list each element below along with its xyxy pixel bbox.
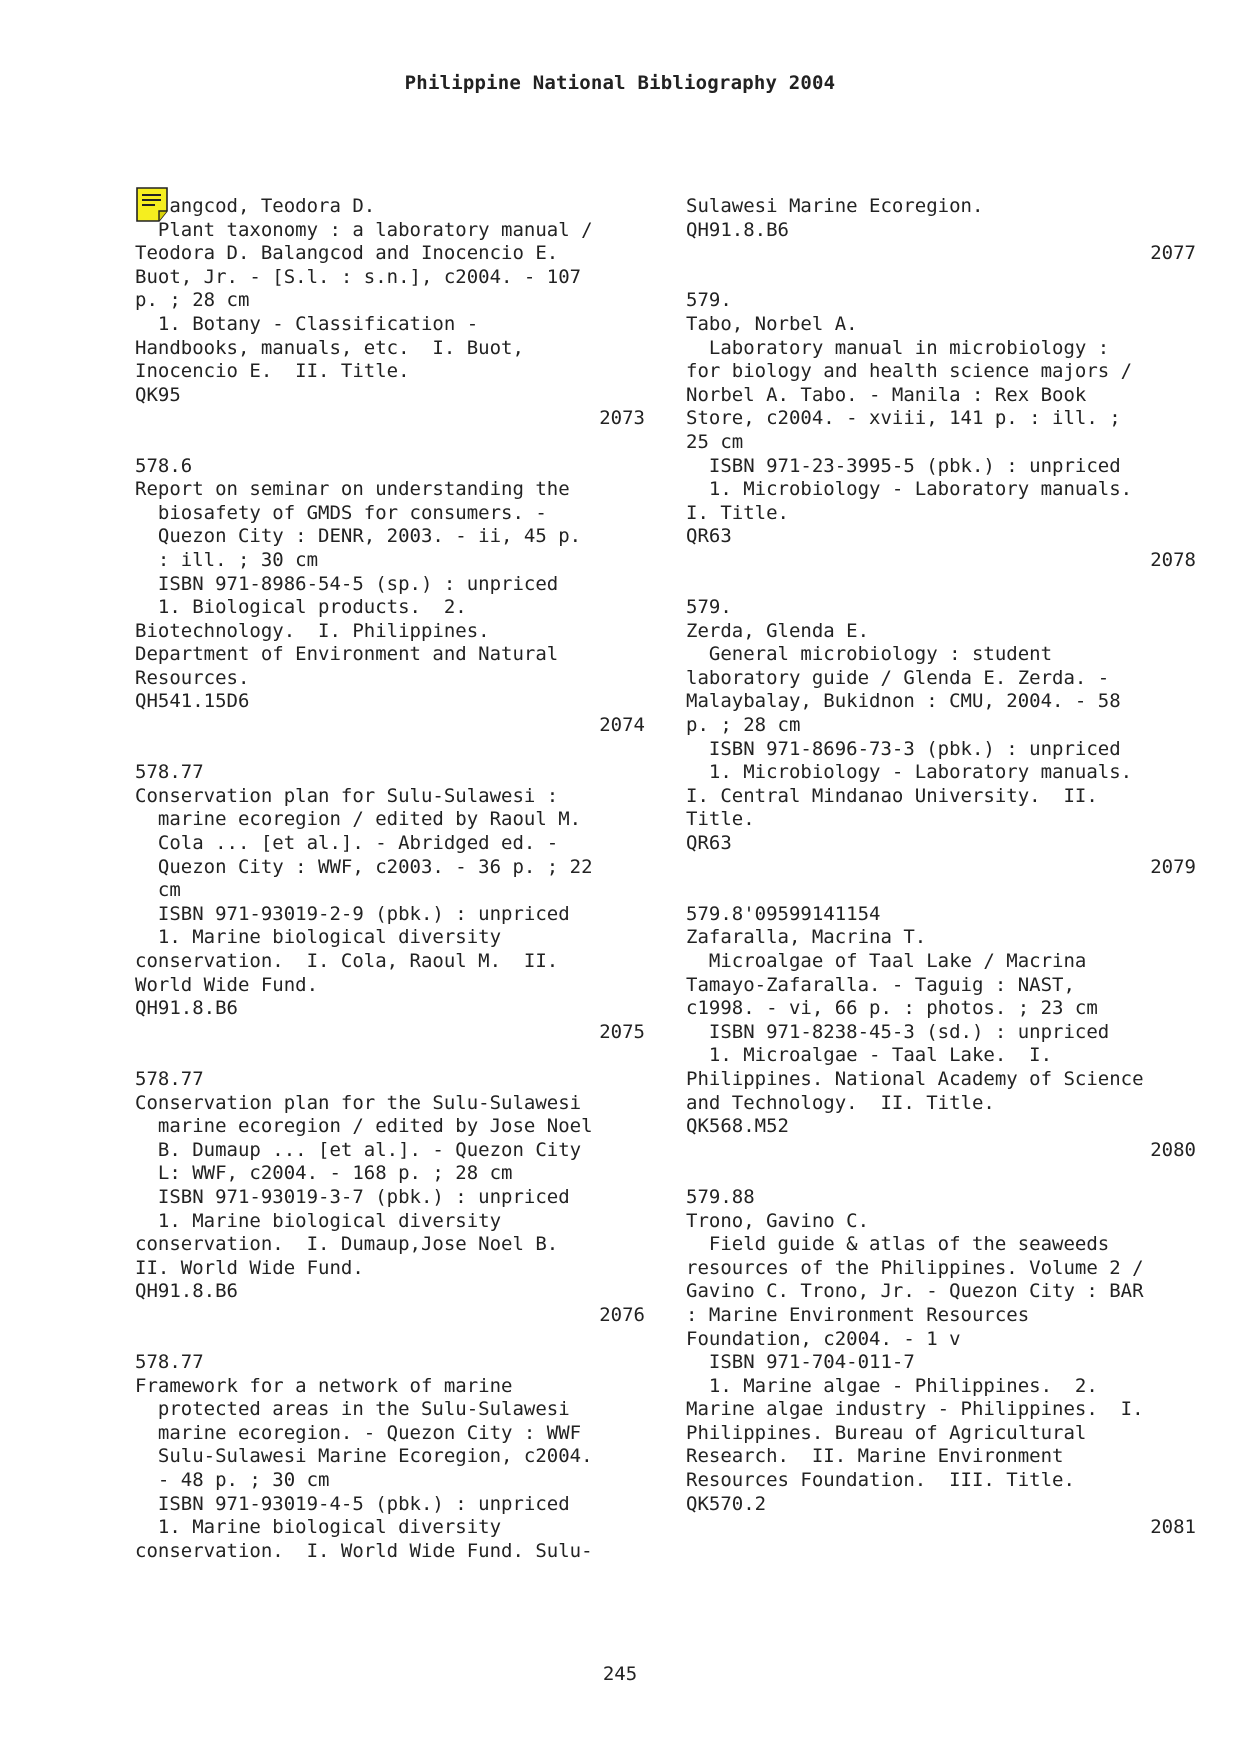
- text-line: 579.: [686, 596, 732, 619]
- text-line: 1. Microbiology - Laboratory manuals.: [686, 478, 1133, 501]
- blank-line: [135, 1328, 645, 1352]
- text-line: QR63: [686, 525, 732, 548]
- text-line: ISBN 971-93019-2-9 (pbk.) : unpriced: [135, 902, 570, 925]
- text-line: ISBN 971-23-3995-5 (pbk.) : unpriced: [686, 454, 1121, 477]
- text-line: Zafaralla, Macrina T.: [686, 926, 927, 949]
- text-line: angcod, Teodora D.: [135, 195, 376, 217]
- text-line: marine ecoregion. - Quezon City : WWF: [135, 1421, 582, 1444]
- text-line: B. Dumaup ... [et al.]. - Quezon City: [135, 1138, 582, 1161]
- blank-line: [135, 1044, 645, 1068]
- text-line: I. Central Mindanao University. II.: [686, 784, 1098, 807]
- text-line: Gavino C. Trono, Jr. - Quezon City : BAR: [686, 1280, 1144, 1303]
- text-line: p. ; 28 cm: [135, 289, 250, 312]
- text-line: protected areas in the Sulu-Sulawesi: [135, 1398, 570, 1421]
- text-line: Marine algae industry - Philippines. I.: [686, 1398, 1144, 1421]
- text-line: 578.77: [135, 761, 204, 784]
- text-line: World Wide Fund.: [135, 973, 319, 996]
- text-line: Norbel A. Tabo. - Manila : Rex Book: [686, 383, 1087, 406]
- text-line: biosafety of GMDS for consumers. -: [135, 501, 547, 524]
- text-line: Buot, Jr. - [S.l. : s.n.], c2004. - 107: [135, 265, 582, 288]
- page-header: Philippine National Bibliography 2004: [404, 72, 836, 94]
- page-number: 245: [602, 1663, 638, 1685]
- text-line: Quezon City : DENR, 2003. - ii, 45 p.: [135, 525, 582, 548]
- text-line: marine ecoregion / edited by Raoul M.: [135, 808, 582, 831]
- text-line: cm: [135, 879, 181, 902]
- text-line: ISBN 971-8986-54-5 (sp.) : unpriced: [135, 572, 559, 595]
- text-line: QH91.8.B6: [135, 997, 238, 1020]
- text-line: 1. Botany - Classification -: [135, 312, 479, 335]
- text-line: 579.88: [686, 1185, 755, 1208]
- text-line: 1. Biological products. 2.: [135, 596, 467, 619]
- text-line: Title.: [686, 808, 755, 831]
- text-line: 1. Microalgae - Taal Lake. I.: [686, 1044, 1053, 1067]
- text-line: p. ; 28 cm: [686, 714, 801, 737]
- text-line: General microbiology : student: [686, 643, 1053, 666]
- text-line: Report on seminar on understanding the: [135, 478, 570, 501]
- entry-number: 2080: [1150, 1138, 1196, 1161]
- text-line: resources of the Philippines. Volume 2 /: [686, 1256, 1144, 1279]
- text-line: Sulawesi Marine Ecoregion.: [686, 195, 984, 217]
- text-line: : ill. ; 30 cm: [135, 548, 319, 571]
- text-line: ISBN 971-8696-73-3 (pbk.) : unpriced: [686, 737, 1121, 760]
- blank-line: [135, 738, 645, 762]
- text-line: 25 cm: [686, 430, 744, 453]
- text-line: Research. II. Marine Environment: [686, 1445, 1064, 1468]
- text-line: Zerda, Glenda E.: [686, 619, 870, 642]
- text-line: Department of Environment and Natural: [135, 643, 559, 666]
- text-line: Field guide & atlas of the seaweeds: [686, 1233, 1110, 1256]
- text-line: Malaybalay, Bukidnon : CMU, 2004. - 58: [686, 690, 1121, 713]
- entry-number: 2075: [599, 1020, 645, 1043]
- text-line: : Marine Environment Resources: [686, 1303, 1030, 1326]
- text-line: conservation. I. Dumaup,Jose Noel B.: [135, 1233, 559, 1256]
- entry-number: 2077: [1150, 242, 1196, 265]
- text-line: Quezon City : WWF, c2003. - 36 p. ; 22: [135, 855, 593, 878]
- text-line: Microalgae of Taal Lake / Macrina: [686, 950, 1087, 972]
- text-line: Inocencio E. II. Title.: [135, 360, 410, 383]
- text-line: laboratory guide / Glenda E. Zerda. -: [686, 666, 1110, 689]
- text-line: for biology and health science majors /: [686, 360, 1133, 383]
- text-line: Tamayo-Zafaralla. - Taguig : NAST,: [686, 973, 1075, 996]
- blank-line: [686, 266, 1196, 290]
- text-line: QH541.15D6: [135, 690, 250, 713]
- blank-line: [686, 1162, 1196, 1186]
- text-line: 578.77: [135, 1351, 204, 1374]
- text-line: ISBN 971-8238-45-3 (sd.) : unpriced: [686, 1020, 1110, 1043]
- text-line: 1. Microbiology - Laboratory manuals.: [686, 761, 1133, 784]
- text-line: QK95: [135, 383, 181, 406]
- text-line: Laboratory manual in microbiology :: [686, 336, 1110, 359]
- text-line: 578.77: [135, 1067, 204, 1090]
- text-line: Tabo, Norbel A.: [686, 312, 858, 335]
- text-line: Biotechnology. I. Philippines.: [135, 619, 490, 642]
- text-line: Framework for a network of marine: [135, 1374, 513, 1397]
- text-line: Plant taxonomy : a laboratory manual /: [135, 218, 593, 241]
- text-line: 579.: [686, 289, 732, 312]
- entry-number: 2078: [1150, 548, 1196, 571]
- right-column: [686, 195, 1196, 1540]
- text-line: 579.8'09599141154: [686, 902, 881, 925]
- text-line: c1998. - vi, 66 p. : photos. ; 23 cm: [686, 997, 1098, 1020]
- text-line: conservation. I. World Wide Fund. Sulu-: [135, 1539, 593, 1562]
- text-line: Foundation, c2004. - 1 v: [686, 1327, 961, 1350]
- left-column: [135, 195, 645, 1563]
- text-line: 1. Marine biological diversity: [135, 1516, 502, 1539]
- text-line: 1. Marine algae - Philippines. 2.: [686, 1374, 1098, 1397]
- text-line: Store, c2004. - xviii, 141 p. : ill. ;: [686, 407, 1121, 430]
- text-line: QK568.M52: [686, 1115, 789, 1138]
- text-line: ISBN 971-93019-3-7 (pbk.) : unpriced: [135, 1185, 570, 1208]
- text-line: II. World Wide Fund.: [135, 1256, 364, 1279]
- blank-line: [686, 879, 1196, 903]
- text-line: Resources Foundation. III. Title.: [686, 1469, 1075, 1492]
- blank-line: [135, 431, 645, 455]
- text-line: QH91.8.B6: [135, 1280, 238, 1303]
- entry-number: 2076: [599, 1303, 645, 1326]
- text-line: 1. Marine biological diversity: [135, 1209, 502, 1232]
- text-line: Conservation plan for the Sulu-Sulawesi: [135, 1091, 582, 1114]
- text-line: Philippines. National Academy of Science: [686, 1067, 1144, 1090]
- text-line: ISBN 971-93019-4-5 (pbk.) : unpriced: [135, 1492, 570, 1515]
- text-line: marine ecoregion / edited by Jose Noel: [135, 1115, 593, 1138]
- text-line: L: WWF, c2004. - 168 p. ; 28 cm: [135, 1162, 513, 1185]
- text-line: Conservation plan for Sulu-Sulawesi :: [135, 784, 559, 807]
- text-line: Sulu-Sulawesi Marine Ecoregion, c2004.: [135, 1445, 593, 1468]
- entry-number: 2079: [1150, 855, 1196, 878]
- entry-number: 2073: [599, 407, 645, 430]
- entry-number: 2081: [1150, 1516, 1196, 1539]
- text-line: QR63: [686, 832, 732, 855]
- text-line: Teodora D. Balangcod and Inocencio E.: [135, 242, 559, 265]
- text-line: ISBN 971-704-011-7: [686, 1351, 915, 1374]
- text-line: Handbooks, manuals, etc. I. Buot,: [135, 336, 524, 359]
- text-line: Resources.: [135, 666, 250, 689]
- text-line: conservation. I. Cola, Raoul M. II.: [135, 950, 559, 972]
- text-line: and Technology. II. Title.: [686, 1091, 995, 1114]
- text-line: Trono, Gavino C.: [686, 1209, 870, 1232]
- text-line: Cola ... [et al.]. - Abridged ed. -: [135, 832, 559, 855]
- entry-number: 2074: [599, 714, 645, 737]
- text-line: QH91.8.B6: [686, 218, 789, 241]
- text-line: QK570.2: [686, 1492, 767, 1515]
- text-line: 1. Marine biological diversity: [135, 926, 502, 949]
- text-line: - 48 p. ; 30 cm: [135, 1469, 330, 1492]
- text-line: 578.6: [135, 454, 193, 477]
- text-line: I. Title.: [686, 501, 789, 524]
- blank-line: [686, 573, 1196, 597]
- text-line: Philippines. Bureau of Agricultural: [686, 1421, 1087, 1444]
